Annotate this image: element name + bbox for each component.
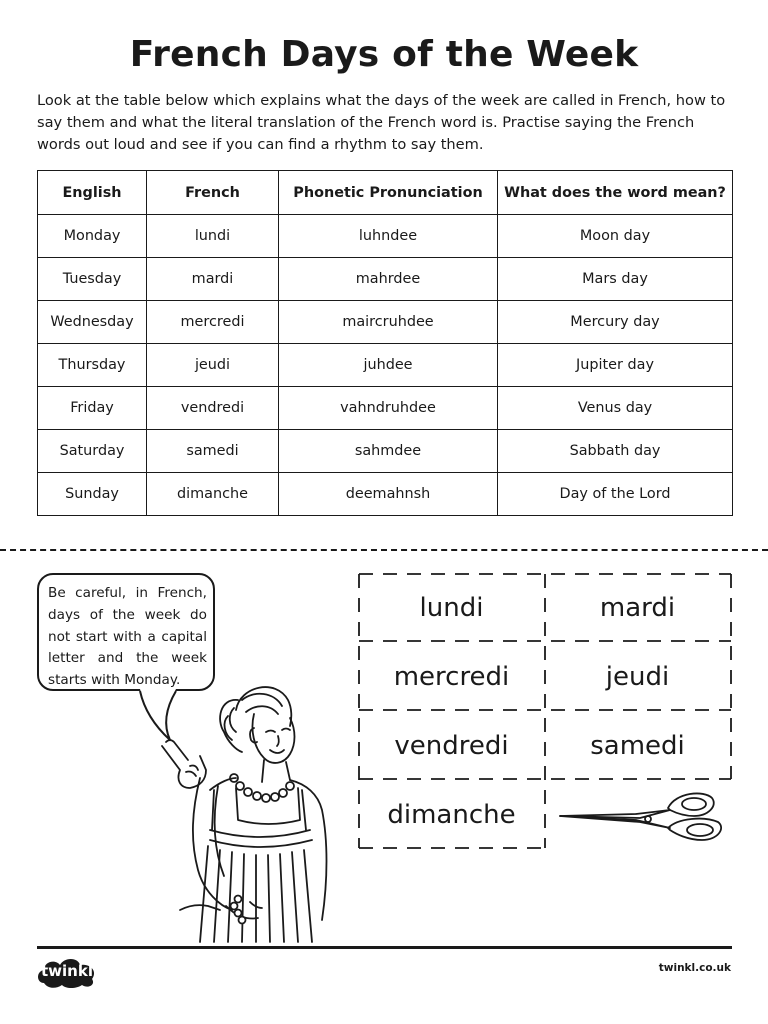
table-row <box>38 387 733 430</box>
cell-french: vendredi <box>147 387 279 430</box>
twinkl-logo <box>36 955 98 989</box>
cell-meaning: Mercury day <box>498 301 733 344</box>
website-link[interactable]: twinkl.co.uk <box>658 962 731 974</box>
cell-meaning: Mars day <box>498 258 733 301</box>
scissors-icon <box>558 788 728 848</box>
card-lundi: lundi <box>419 592 484 623</box>
cell-english: Sunday <box>38 473 147 516</box>
header-english: English <box>38 171 147 215</box>
cell-meaning: Venus day <box>498 387 733 430</box>
card-mercredi: mercredi <box>393 661 510 692</box>
cell-phonetic: deemahnsh <box>279 473 498 516</box>
header-phonetic: Phonetic Pronunciation <box>279 171 498 215</box>
cell-english: Tuesday <box>38 258 147 301</box>
table-row <box>38 473 733 516</box>
table-row <box>38 258 733 301</box>
cell-french: mardi <box>147 258 279 301</box>
cell-phonetic: mahrdee <box>279 258 498 301</box>
cell-french: dimanche <box>147 473 279 516</box>
cell-meaning: Day of the Lord <box>498 473 733 516</box>
cell-meaning: Moon day <box>498 215 733 258</box>
table-row <box>38 430 733 473</box>
speech-bubble-tail <box>130 688 190 748</box>
cut-line <box>0 549 768 551</box>
cell-meaning: Sabbath day <box>498 430 733 473</box>
speech-bubble: Be careful, in French, days of the week do not start with a capital letter and the week starts with Monday. <box>37 573 215 691</box>
table-header-row <box>38 171 733 215</box>
cell-french: jeudi <box>147 344 279 387</box>
cell-french: mercredi <box>147 301 279 344</box>
card-vendredi: vendredi <box>394 730 509 761</box>
cell-english: Friday <box>38 387 147 430</box>
cell-english: Wednesday <box>38 301 147 344</box>
cell-phonetic: luhndee <box>279 215 498 258</box>
cell-english: Saturday <box>38 430 147 473</box>
cell-phonetic: vahndruhdee <box>279 387 498 430</box>
cell-phonetic: sahmdee <box>279 430 498 473</box>
card-dimanche: dimanche <box>387 799 516 830</box>
table-row <box>38 344 733 387</box>
card-jeudi: jeudi <box>605 661 670 692</box>
header-french: French <box>147 171 279 215</box>
page-title: French Days of the Week <box>129 34 639 75</box>
cell-english: Monday <box>38 215 147 258</box>
cell-french: samedi <box>147 430 279 473</box>
footer-divider <box>37 946 732 949</box>
cell-meaning: Jupiter day <box>498 344 733 387</box>
cell-phonetic: maircruhdee <box>279 301 498 344</box>
logo-text: twinkl <box>41 962 93 980</box>
intro-text: Look at the table below which explains what the days of the week are called in French, how to say them and what the literal translation of the French word is. Practise saying the French words out loud and see if you can find a rhythm to say them. <box>37 92 726 153</box>
cell-phonetic: juhdee <box>279 344 498 387</box>
header-meaning: What does the word mean? <box>498 171 733 215</box>
cell-french: lundi <box>147 215 279 258</box>
cell-english: Thursday <box>38 344 147 387</box>
table-row <box>38 301 733 344</box>
days-table <box>37 170 733 516</box>
card-samedi: samedi <box>590 730 685 761</box>
card-mardi: mardi <box>599 592 676 623</box>
table-row <box>38 215 733 258</box>
